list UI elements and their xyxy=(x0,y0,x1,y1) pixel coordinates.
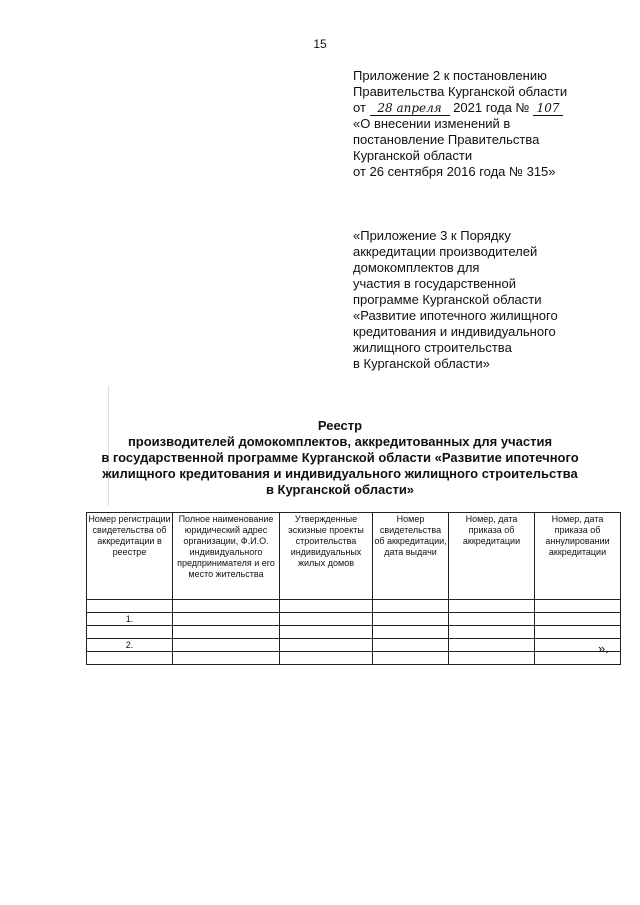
table-cell xyxy=(449,652,535,665)
order-line: «Приложение 3 к Порядку xyxy=(353,228,511,243)
register-title-line: Реестр xyxy=(317,418,363,433)
table-cell xyxy=(87,626,173,639)
order-line: жилищного строительства xyxy=(353,340,512,355)
appendix-line-2: Правительства Курганской области xyxy=(353,84,568,99)
order-appendix-block xyxy=(353,228,633,372)
table-cell xyxy=(173,652,280,665)
order-line: кредитования и индивидуального xyxy=(353,324,556,339)
table-header-row xyxy=(87,513,621,600)
order-line: в Курганской области» xyxy=(353,356,490,371)
order-line: «Развитие ипотечного жилищного xyxy=(353,308,558,323)
table-cell xyxy=(449,639,535,652)
table-cell xyxy=(373,639,449,652)
table-row xyxy=(87,652,621,665)
table-cell xyxy=(535,613,621,626)
handwritten-date: 28 апреля xyxy=(370,102,450,116)
table-cell xyxy=(87,652,173,665)
appendix-date-line xyxy=(353,100,633,116)
table-cell xyxy=(449,613,535,626)
column-header-sketch-projects: Утвержденные эскизные проекты строительства индивидуальных жилых домов xyxy=(280,513,373,600)
table-cell xyxy=(280,626,373,639)
table-cell xyxy=(87,600,173,613)
table-cell xyxy=(373,626,449,639)
table-cell xyxy=(173,600,280,613)
table-cell xyxy=(449,626,535,639)
table-cell xyxy=(535,600,621,613)
order-line: программе Курганской области xyxy=(353,292,542,307)
table-cell xyxy=(280,652,373,665)
table-row xyxy=(87,626,621,639)
appendix-line-4: «О внесении изменений в xyxy=(353,116,511,131)
column-header-registration-number: Номер регистрации свидетельства об аккредитации в реестре xyxy=(87,513,173,600)
column-header-annulment-order: Номер, дата приказа об аннулировании аккредитации xyxy=(535,513,621,600)
table-row xyxy=(87,639,621,652)
table-cell xyxy=(280,613,373,626)
table-cell xyxy=(373,613,449,626)
column-header-accreditation-order: Номер, дата приказа об аккредитации xyxy=(449,513,535,600)
year-text: 2021 года № xyxy=(453,100,530,115)
appendix-header xyxy=(353,68,633,180)
table-cell xyxy=(173,626,280,639)
table-cell xyxy=(373,600,449,613)
appendix-line-1: Приложение 2 к постановлению xyxy=(353,68,547,83)
table-cell xyxy=(449,600,535,613)
register-title-line: производителей домокомплектов, аккредитованных для участия xyxy=(127,434,553,449)
register-title-line: жилищного кредитования и индивидуального жилищного строительства xyxy=(102,466,578,481)
appendix-line-7: от 26 сентября 2016 года № 315» xyxy=(353,164,556,179)
closing-quote-mark: ». xyxy=(598,641,609,656)
table-cell xyxy=(373,652,449,665)
registry-table xyxy=(86,512,621,665)
table-row xyxy=(87,613,621,626)
table-cell xyxy=(535,626,621,639)
order-line: участия в государственной xyxy=(353,276,516,291)
table-cell xyxy=(280,639,373,652)
order-line: домокомплектов для xyxy=(353,260,480,275)
table-row xyxy=(87,600,621,613)
page-number: 15 xyxy=(313,37,327,51)
table-cell: 2. xyxy=(87,639,173,652)
appendix-line-6: Курганской области xyxy=(353,148,473,163)
table-cell xyxy=(173,613,280,626)
register-title xyxy=(60,418,620,498)
appendix-line-5: постановление Правительства xyxy=(353,132,540,147)
table-cell: 1. xyxy=(87,613,173,626)
column-header-certificate-number: Номер свидетельства об аккредитации, дата выдачи xyxy=(373,513,449,600)
table-cell xyxy=(280,600,373,613)
order-line: аккредитации производителей xyxy=(353,244,538,259)
table-cell xyxy=(173,639,280,652)
column-header-full-name: Полное наименование юридический адрес организации, Ф.И.О. индивидуального предпринимателя и его место жительства xyxy=(173,513,280,600)
handwritten-number: 107 xyxy=(533,102,563,116)
register-title-line: в Курганской области» xyxy=(265,482,415,497)
date-prefix: от xyxy=(353,100,366,115)
register-title-line: в государственной программе Курганской области «Развитие ипотечного xyxy=(101,450,579,465)
